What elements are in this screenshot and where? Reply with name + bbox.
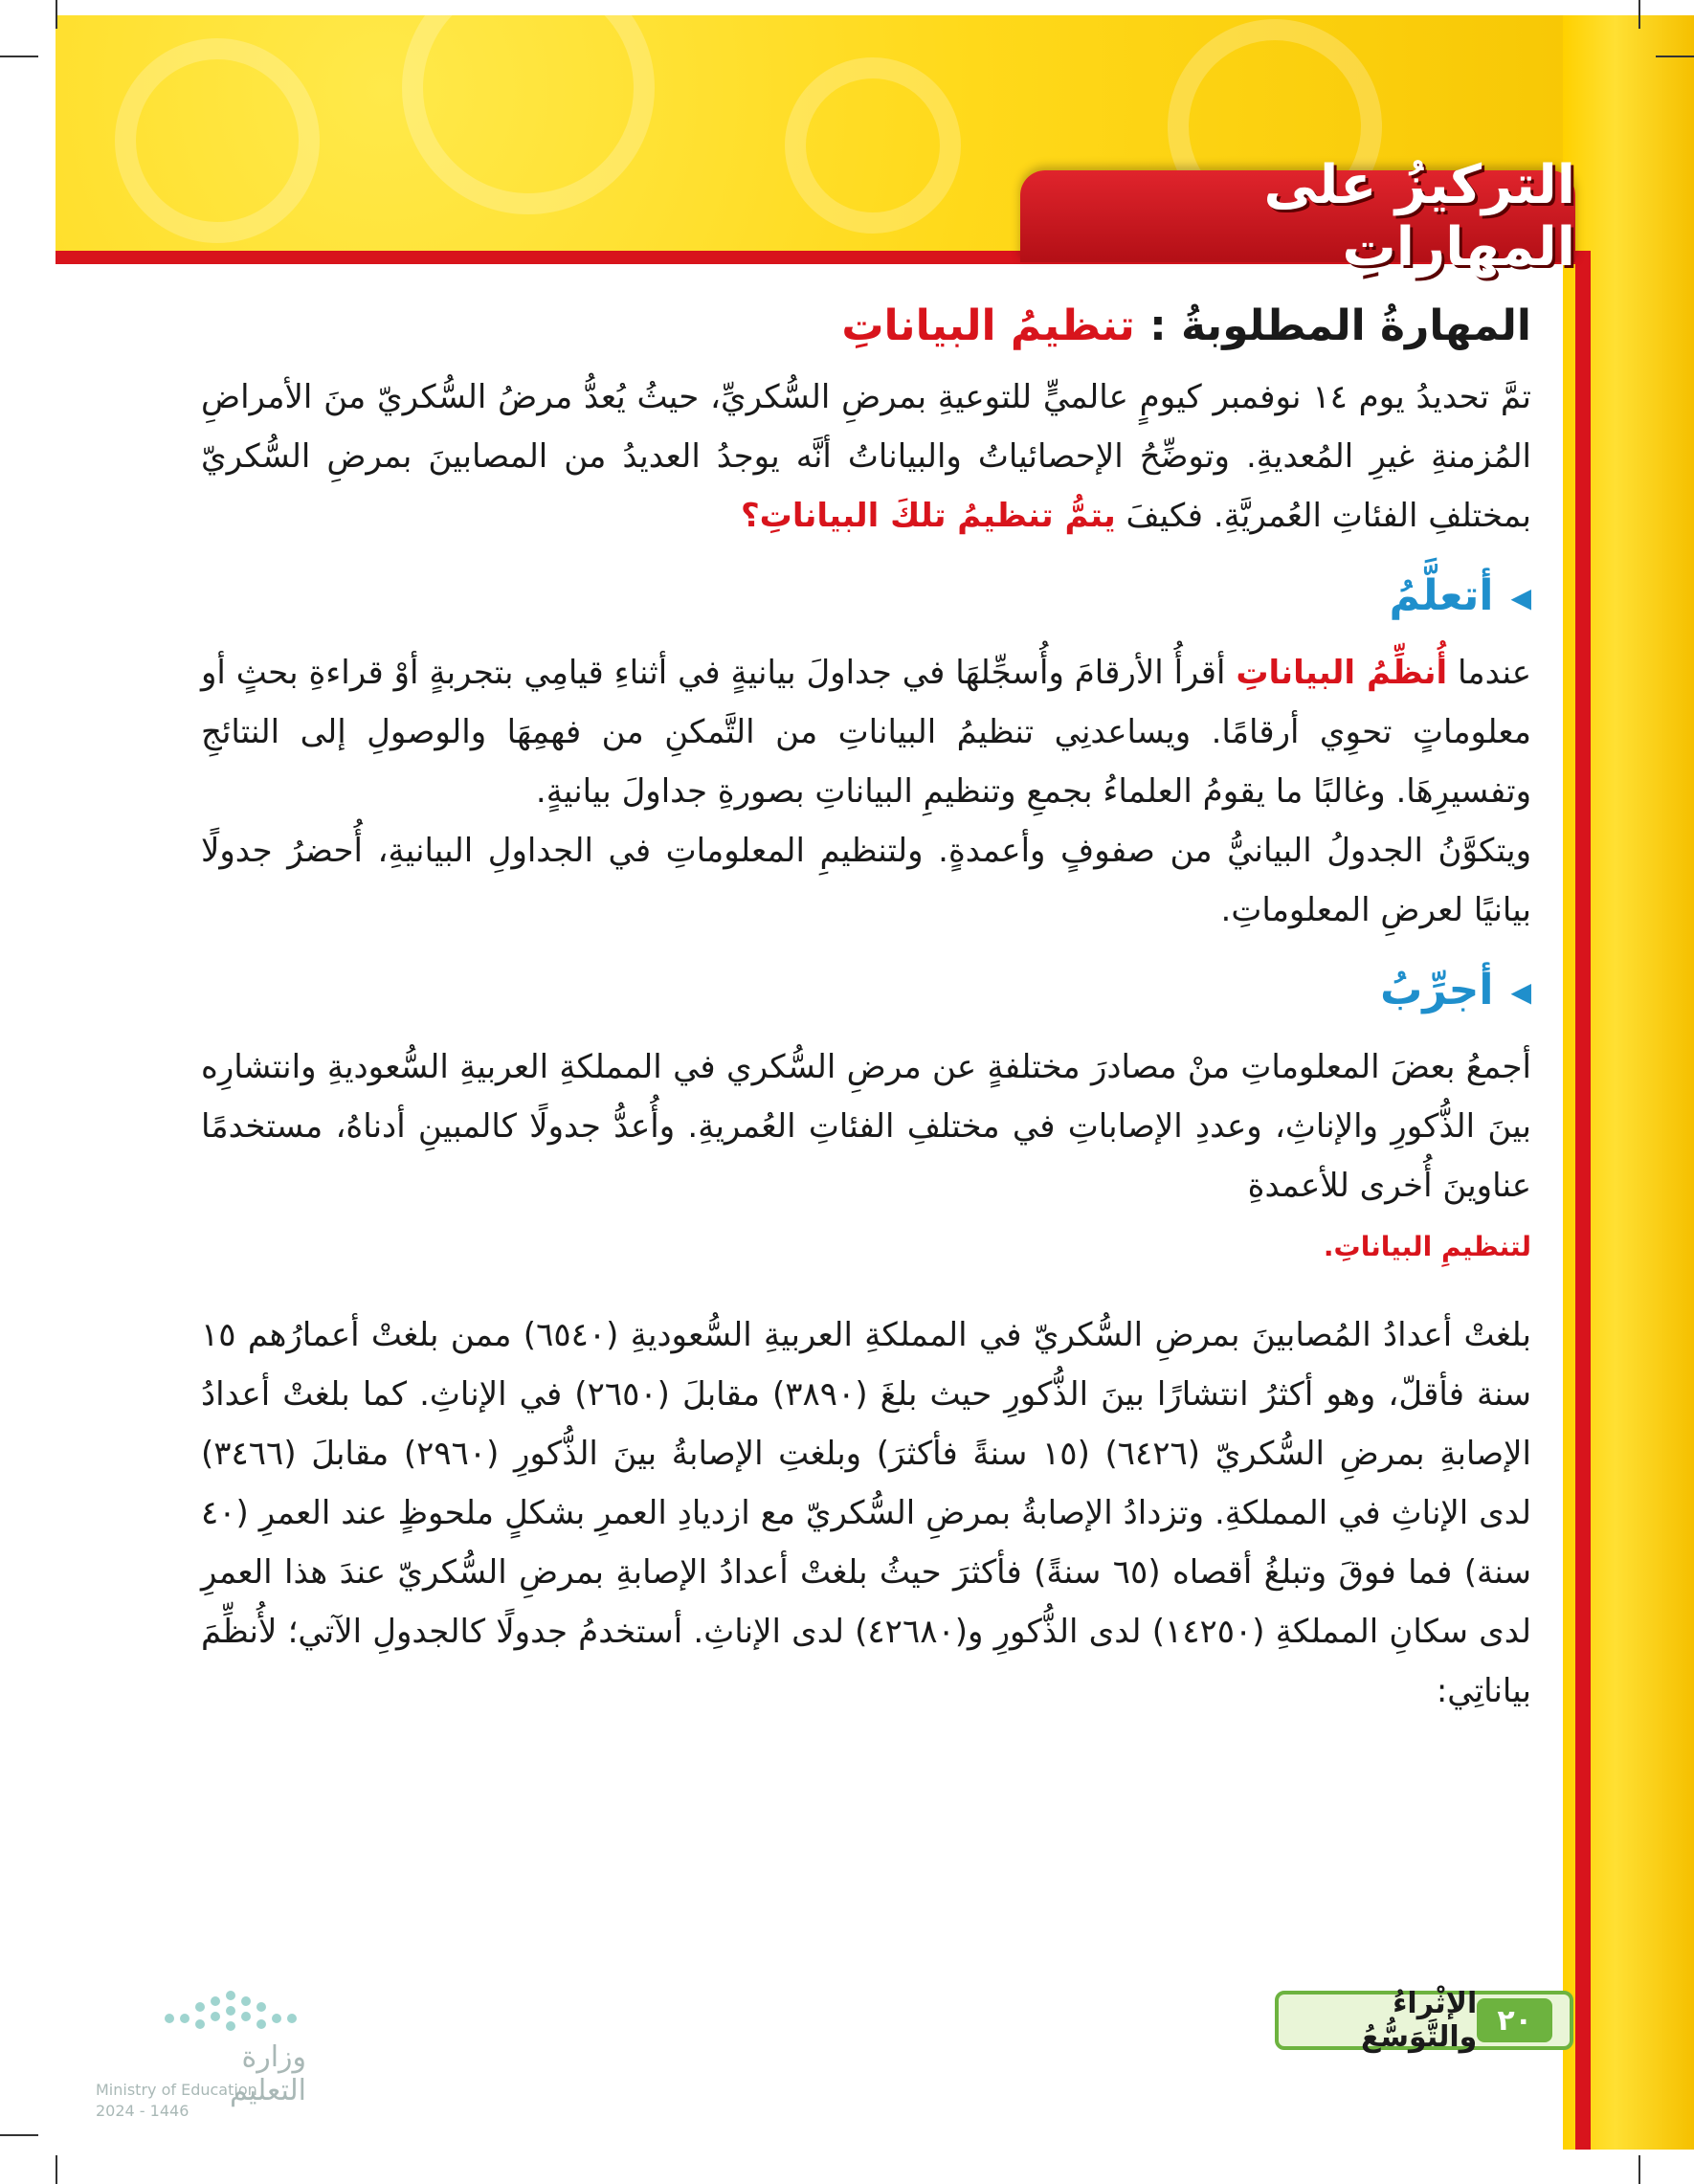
frame-decoration — [785, 57, 961, 234]
try-heading — [201, 957, 1531, 1026]
learn-highlight: أُنظِّمُ البياناتِ — [1236, 654, 1448, 692]
crop-mark — [1638, 2155, 1640, 2184]
try-paragraph-2: بلغتْ أعدادُ المُصابينَ بمرضِ السُّكريّ في المملكةِ العربيةِ السُّعوديةِ (٦٥٤٠) ممن بلغتْ أعمارُهم ١٥ سنة فأقلّ، وهو أكثرُ انتشارًا بينَ الذُّكورِ حيث بلغَ (٣٨٩٠) مقابلَ (٢٦٥٠) في الإناثِ. كما بلغتْ أعدادُ الإصابةِ بمرضِ السُّكريّ (٦٤٢٦) (١٥ سنةً فأكثرَ) وبلغتِ الإصابةُ بينَ الذُّكورِ (٢٩٦٠) مقابلَ (٣٤٦٦) لدى الإناثِ في المملكةِ. وتزدادُ الإصابةُ بمرضِ السُّكريّ مع ازديادِ العمرِ بشكلٍ ملحوظٍ عند العمرِ (٤٠ سنة) فما فوقَ وتبلغُ أقصاه (٦٥ سنةً) فأكثرَ حيثُ بلغتْ أعدادُ الإصابةِ بمرضِ السُّكريّ عندَ هذا العمرِ لدى سكانِ المملكةِ (١٤٢٥٠) لدى الذُّكورِ و(٤٢٦٨٠) لدى الإناثِ. أستخدمُ جدولًا كالجدولِ الآتي؛ لأُنظِّمَ بياناتِي: — [201, 1316, 1531, 1710]
intro-text: تمَّ تحديدُ يوم ١٤ نوفمبر كيومٍ عالميٍّ للتوعيةِ بمرضِ السُّكريِّ، حيثُ يُعدُّ مرضُ السُّكريّ منَ الأمراضِ المُزمنةِ غيرِ المُعديةِ. وتوضِّحُ الإحصائياتُ والبياناتُ أنَّه يوجدُ العديدُ من المصابينَ بمرضِ السُّكريّ بمختلفِ الفئاتِ العُمريَّةِ. فكيفَ — [201, 378, 1531, 535]
crop-mark — [56, 0, 57, 29]
try-p1-text: أجمعُ بعضَ المعلوماتِ منْ مصادرَ مختلفةٍ عن مرضِ السُّكري في المملكةِ العربيةِ السُّعوديةِ وانتشارِه بينَ الذُّكورِ والإناثِ، وعددِ الإصاباتِ في مختلفِ الفئاتِ العُمريةِ. وأُعدُّ جدولًا كالمبينِ أدناهُ، مستخدمًا عناوينَ أُخرى للأعمدةِ — [201, 1048, 1531, 1205]
learn-paragraph-1 — [201, 643, 1531, 821]
banner-title: التركيزُ على المهاراتِ — [1263, 154, 1575, 279]
ministry-dots-icon — [165, 1991, 308, 2039]
ministry-logo — [77, 1991, 306, 2120]
learn-p1-start: عندما — [1447, 654, 1532, 692]
skill-value: تنظيمُ البياناتِ — [841, 301, 1135, 350]
try-heading-text: أجرِّبُ — [1380, 966, 1494, 1014]
triangle-pointer-icon: ◀ — [1510, 976, 1531, 1008]
page-number: ٢٠ — [1477, 1998, 1552, 2042]
crop-mark — [0, 56, 38, 57]
skill-label: المهارةُ المطلوبةُ : — [1134, 301, 1531, 350]
learn-heading-text: أتعلَّمُ — [1389, 571, 1494, 620]
learn-heading — [201, 563, 1531, 632]
crop-mark — [1656, 56, 1694, 57]
spacer — [201, 1277, 1531, 1305]
skill-line — [201, 293, 1531, 360]
ministry-year: 2024 - 1446 — [96, 2102, 189, 2120]
footer-section-tag — [1275, 1987, 1573, 2054]
learn-p1-rest: أقرأُ الأرقامَ وأُسجِّلهَا في جداولَ بيانيةٍ في أثناءِ قيامِي بتجربةٍ أوْ قراءةِ بحثٍ أو معلوماتٍ تحوِي أرقامًا. ويساعدنِي تنظيمُ البياناتِ من التَّمكنِ من فهمِهَا والوصولِ إلى النتائجِ وتفسيرِهَا. وغالبًا ما يقومُ العلماءُ بجمعِ وتنظيمِ البياناتِ بصورةِ جداولَ بيانيةٍ. — [201, 654, 1531, 811]
intro-paragraph — [201, 368, 1531, 546]
try-paragraph-1 — [201, 1037, 1531, 1277]
crop-mark — [56, 2155, 57, 2184]
frame-decoration — [115, 38, 320, 243]
intro-question: يتمُّ تنظيمُ تلكَ البياناتِ؟ — [740, 497, 1116, 535]
crop-mark — [0, 2134, 38, 2136]
footer-section-label: الإثْراءُ والتَّوَسُّعُ — [1361, 1987, 1478, 2054]
try-p1-tail: لتنظيمِ البياناتِ. — [1323, 1231, 1531, 1262]
section-banner — [1020, 154, 1575, 279]
triangle-pointer-icon: ◀ — [1510, 582, 1531, 613]
learn-paragraph-2: ويتكوَّنُ الجدولُ البيانيُّ من صفوفٍ وأعمدةٍ. ولتنظيمِ المعلوماتِ في الجداولِ البيانيةِ، أُحضرُ جدولًا بيانيًا لعرضِ المعلوماتِ. — [201, 832, 1531, 929]
ministry-name-ar: وزارة التعليم — [230, 2040, 306, 2107]
red-band-vertical — [1575, 251, 1591, 2150]
crop-mark — [1638, 0, 1640, 29]
ministry-name-en: Ministry of Education — [96, 2081, 257, 2099]
main-content — [201, 287, 1531, 1721]
